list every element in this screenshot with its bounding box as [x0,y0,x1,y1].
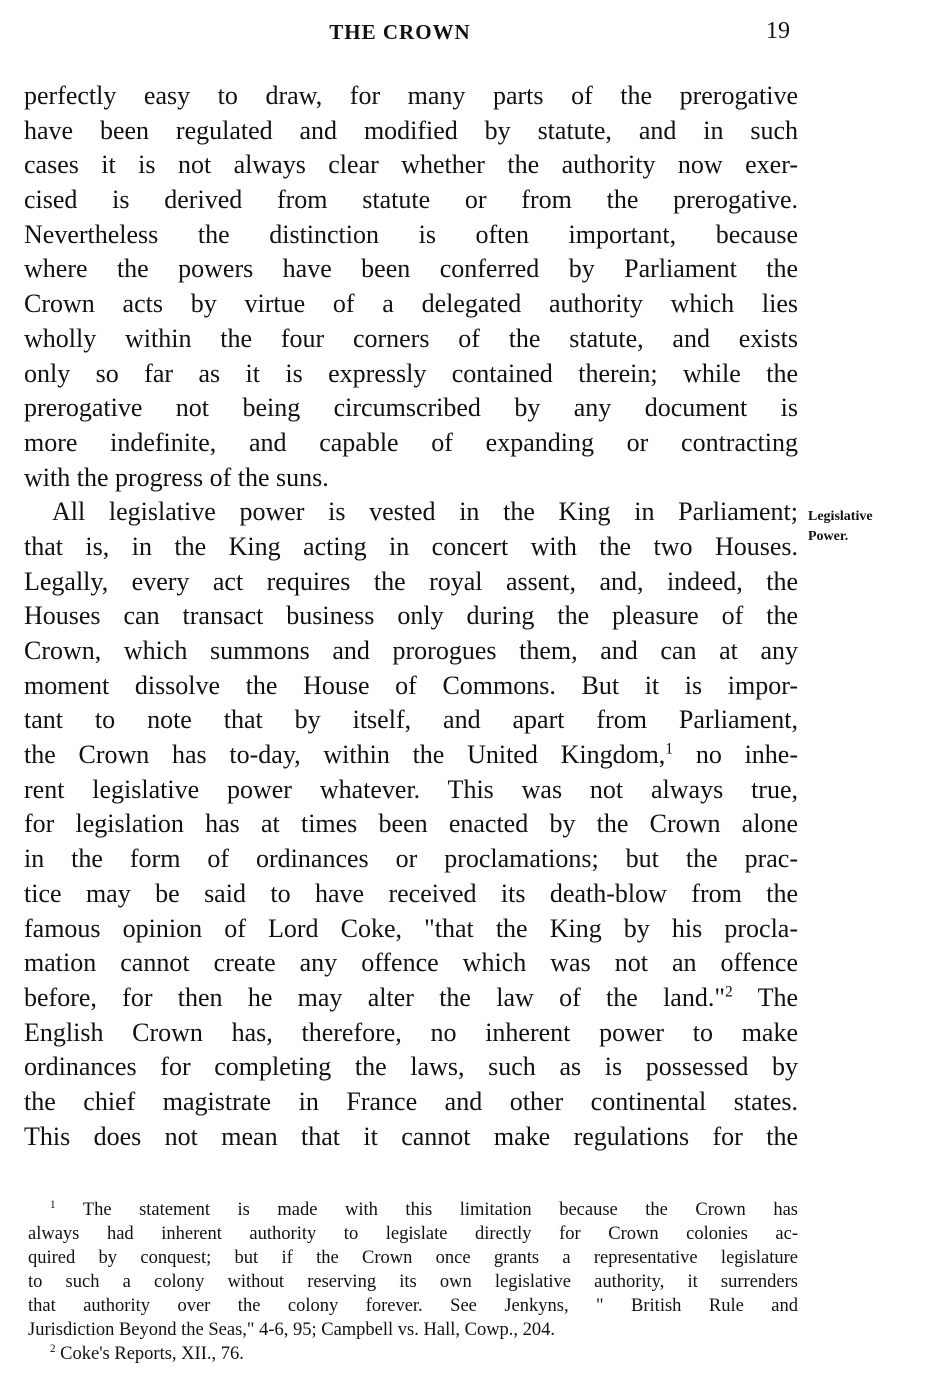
footnote-text: Coke's Reports, XII., 76. [60,1344,244,1364]
text-line [24,981,798,1016]
text-line: wholly within the four corners of the statute, and exists [24,323,798,353]
text-segment: The [757,982,798,1012]
footnotes [28,1198,798,1366]
text-line: tice may be said to have received its death-blow from the [24,878,798,908]
text-line: for legislation has at times been enacted by the Crown alone [24,809,798,839]
footnote-ref: 2 [724,983,733,1001]
text-line: This does not mean that it cannot make regulations for the [24,1121,798,1151]
text-segment: the Crown has to-day, within the United Kingdom, [24,740,666,770]
running-title: THE CROWN [329,20,471,44]
text-line: cised is derived from statute or from the prerogative. [24,185,798,215]
margin-note [808,507,928,547]
text-line: cases it is not always clear whether the authority now exer- [24,150,798,180]
text-line: prerogative not being circumscribed by any document is [24,393,798,423]
margin-note-line: Legislative [808,509,873,524]
body-text [24,79,798,1154]
footnote-ref: 1 [665,740,674,758]
text-line: Nevertheless the distinction is often important, because [24,219,798,249]
text-line: where the powers have been conferred by Parliament the [24,254,798,284]
text-line: famous opinion of Lord Coke, "that the King by his procla- [24,913,798,943]
text-line: tant to note that by itself, and apart from Parliament, [24,705,798,735]
text-segment: before, for then he may alter the law of the land." [24,982,725,1012]
footnote-mark: 1 [50,1198,56,1211]
text-segment: no inhe- [695,740,798,770]
text-line: the chief magistrate in France and other continental states. [24,1086,798,1116]
footnote-line: Jurisdiction Beyond the Seas," 4-6, 95; Campbell vs. Hall, Cowp., 204. [28,1320,556,1340]
footnote-line [28,1198,798,1222]
text-line: with the progress of the suns. [24,462,329,492]
text-line: perfectly easy to draw, for many parts of the prerogative [24,81,798,110]
text-line: in the form of ordinances or proclamations; but the prac- [24,844,798,874]
text-line [24,738,798,773]
text-line: more indefinite, and capable of expanding or contracting [24,427,798,457]
text-line: Legally, every act requires the royal assent, and, indeed, the [24,566,798,596]
text-line: Crown, which summons and prorogues them, and can at any [24,636,798,665]
margin-note-line: Power. [808,529,849,544]
text-line: ordinances for completing the laws, such as is possessed by [24,1052,798,1082]
text-line: rent legislative power whatever. This was not always true, [24,774,798,804]
footnote-mark: 2 [50,1342,56,1355]
text-line: All legislative power is vested in the King in Parliament; [52,497,798,527]
text-line: Houses can transact business only during the pleasure of the [24,601,798,631]
footnote-text: The statement is made with this limitation because the Crown has [82,1200,798,1220]
footnote-line: always had inherent authority to legislate directly for Crown colonies ac- [28,1224,798,1244]
footnote-line: quired by conquest; but if the Crown once grants a representative legislature [28,1248,798,1268]
footnote-line: to such a colony without reserving its own legislative authority, it surrenders [28,1272,798,1292]
text-line: Crown acts by virtue of a delegated authority which lies [24,289,798,319]
text-line: that is, in the King acting in concert with the two Houses. [24,531,798,561]
footnote-line: that authority over the colony forever. See Jenkyns, " British Rule and [28,1296,798,1316]
running-head [0,20,932,50]
text-line: English Crown has, therefore, no inherent power to make [24,1017,798,1047]
footnote-line [28,1342,798,1366]
text-line: only so far as it is expressly contained therein; while the [24,358,798,388]
text-line: moment dissolve the House of Commons. But it is impor- [24,670,798,700]
page-number: 19 [766,18,790,44]
text-line: have been regulated and modified by statute, and in such [24,115,798,145]
text-line: mation cannot create any offence which was not an offence [24,948,798,978]
